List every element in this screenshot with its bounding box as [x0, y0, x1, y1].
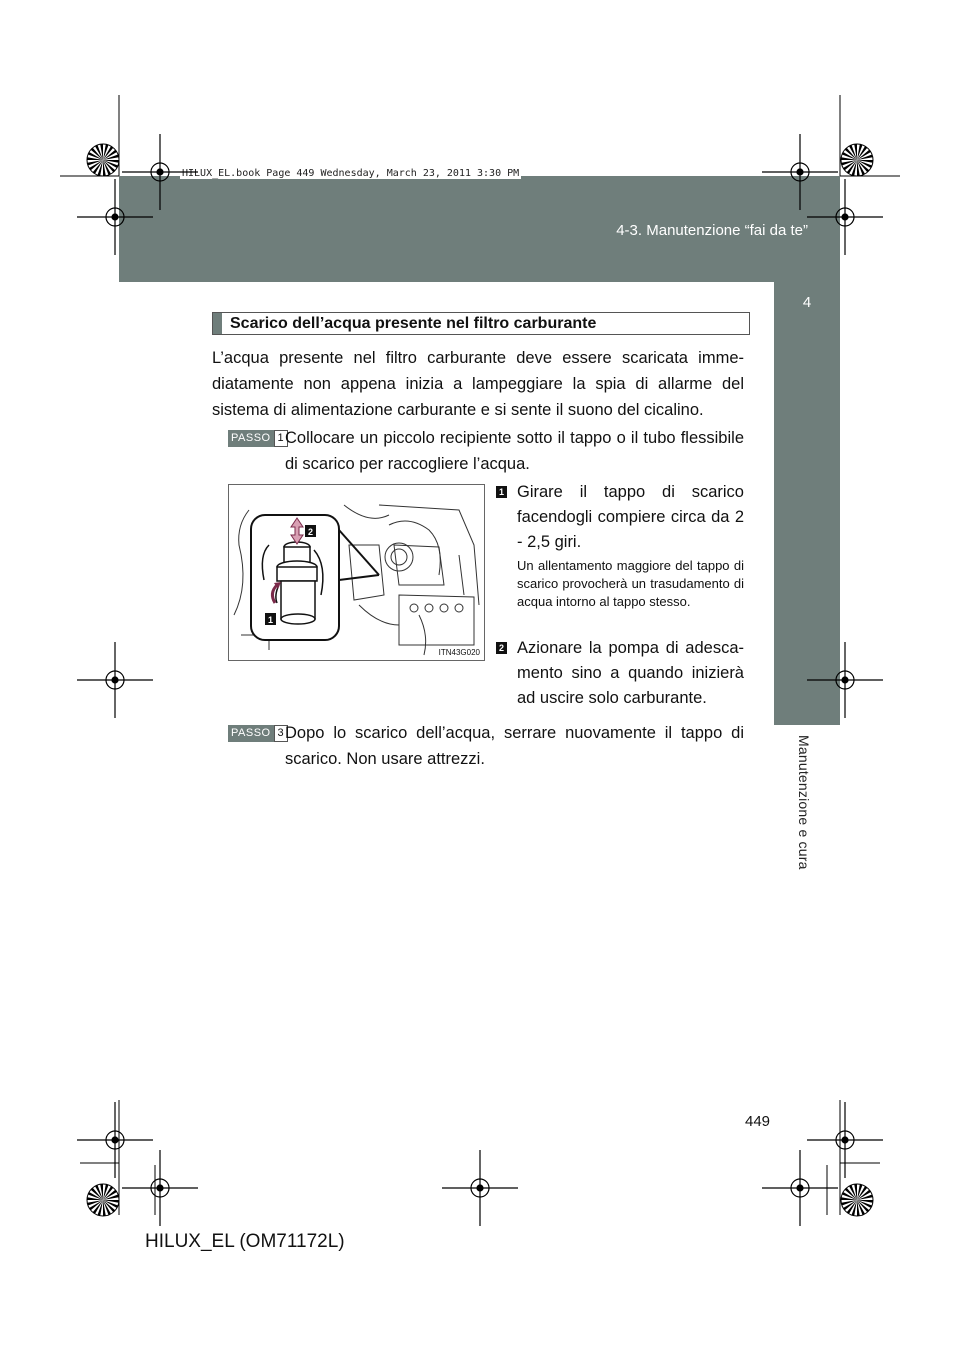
item-1-text: Girare il tappo di scarico facendogli compiere circa da 2 - 2,5 giri.: [517, 483, 744, 551]
chapter-number: 4: [802, 294, 812, 311]
page-number: 449: [745, 1113, 771, 1130]
section-label: 4-3. Manutenzione “fai da te”: [616, 222, 808, 239]
subheading-text: Scarico dell’acqua presente nel filtro carburante: [230, 314, 597, 332]
intro-paragraph: L’acqua presente nel filtro carburante deve essere scaricata imme-diatamente non appena inizia a lampeggiare la spia di allarme del sistema di alimentazione carburante e si sente il suono del cicalino.: [212, 349, 744, 419]
starburst-mark: [87, 1184, 119, 1216]
starburst-mark: [87, 144, 119, 176]
book-stamp: HILUX_EL.book Page 449 Wednesday, March 23, 2011 3:30 PM: [182, 168, 520, 179]
starburst-mark: [841, 1184, 873, 1216]
step-3-text: Dopo lo scarico dell’acqua, serrare nuovamente il tappo di scarico. Non usare attrezzi.: [285, 724, 744, 768]
starburst-mark: [841, 144, 873, 176]
step-1-text: Collocare un piccolo recipiente sotto il tappo o il tubo flessibile di scarico per raccogliere l’acqua.: [285, 429, 744, 473]
chapter-title: Manutenzione e cura: [796, 735, 812, 870]
step-word: PASSO: [228, 725, 274, 742]
step-word: PASSO: [228, 430, 274, 447]
item-marker-2: 2: [496, 642, 507, 654]
figure-marker-2: 2: [307, 527, 314, 537]
figure-marker-1: 1: [267, 615, 274, 625]
item-1-note: Un allentamento maggiore del tappo di scarico provocherà un trasudamento di acqua intorno al tappo stesso.: [517, 558, 744, 609]
model-code: HILUX_EL (OM71172L): [145, 1231, 345, 1252]
item-marker-1: 1: [496, 486, 507, 498]
item-2-text: Azionare la pompa di adesca-mento sino a quando inizierà ad uscire solo carburante.: [517, 639, 744, 707]
step-number: 1: [274, 430, 288, 447]
figure-code: ITN43G020: [438, 648, 480, 657]
step-number: 3: [274, 725, 288, 742]
